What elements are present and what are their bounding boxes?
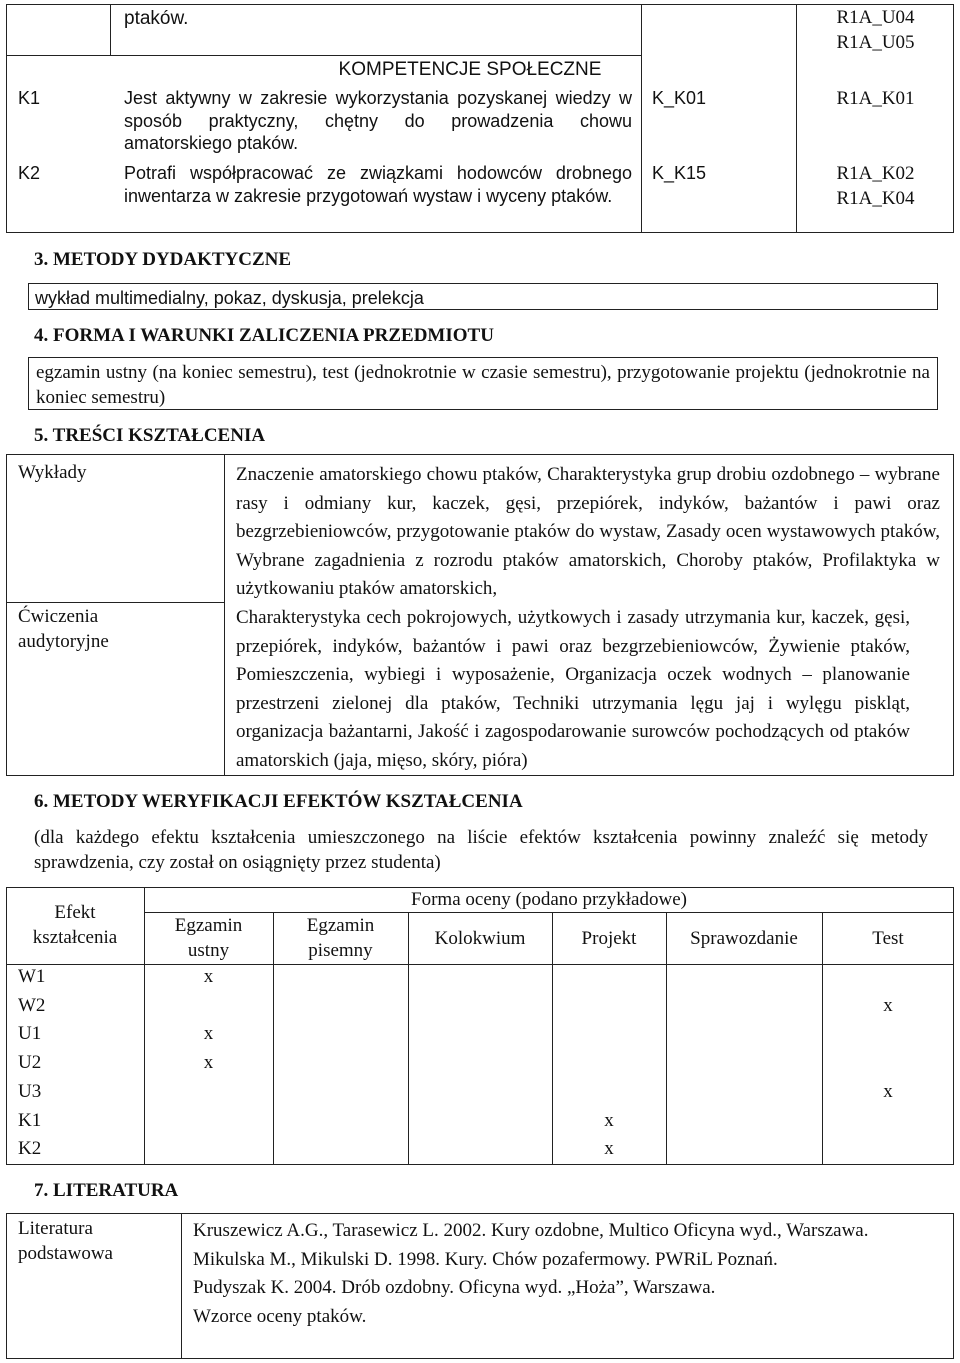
section-6-intro: (dla każdego efektu kształcenia umieszczonego na liście efektów kształcenia powinny znaleźć się metody sprawdzenia, czy został on osiągnięty przez studenta) [34,827,928,873]
label-cwiczenia: Ćwiczenia audytoryjne [18,606,109,652]
col-header-kolokwium: Kolokwium [434,928,526,949]
top-continuation-text: ptaków. [124,8,189,29]
section-3-title: 3. METODY DYDAKTYCZNE [34,249,292,270]
tresci-wyklady-text: Znaczenie amatorskiego chowu ptaków, Charakterystyka grup drobiu ozdobnego – wybrane rasy i odmiany kur, kaczek, gęsi, przepiórek, indyków, bażantów i pawi oraz bezgrzebieniowców, przygotowanie ptaków do wystaw, Zasady ocen wystawowych ptaków, Wybrane zagadnienia z rozrodu ptaków amatorskich, Choroby ptaków, Profilaktyka w użytkowaniu ptaków amatorskich, [236,464,940,600]
row-mark: x [203,1023,214,1045]
row-label: W2 [18,994,46,1016]
top-r1a-codes: R1A_U04 R1A_U05 [836,7,915,53]
row-mark: x [883,1080,893,1102]
section-6-title: 6. METODY WERYFIKACJI EFEKTÓW KSZTAŁCENIA [34,791,523,812]
kompetencje-row-kk: K_K01 [652,88,707,108]
kompetencje-row-kk: K_K15 [652,163,707,183]
kompetencje-row-code: K2 [18,163,41,183]
literatura-label: Literatura podstawowa [18,1218,113,1264]
row-mark: x [604,1138,614,1160]
row-mark: x [203,1052,214,1074]
row-mark: x [203,966,214,987]
section-7-title: 7. LITERATURA [34,1180,179,1201]
literatura-item: Wzorce oceny ptaków. [193,1305,367,1327]
literatura-item: Mikulska M., Mikulski D. 1998. Kury. Chów pozafermowy. PWRiL Poznań. [193,1248,778,1270]
row-label: K2 [18,1138,42,1160]
literatura-item: Kruszewicz A.G., Tarasewicz L. 2002. Kury ozdobne, Multico Oficyna wyd., Warszawa. [193,1220,869,1241]
kompetencje-header: KOMPETENCJE SPOŁECZNE [338,59,602,80]
group-header: Forma oceny (podano przykładowe) [411,889,687,910]
col-header-sprawozdanie: Sprawozdanie [690,928,798,949]
label-wyklady: Wykłady [18,462,87,483]
kompetencje-row-code: K1 [18,88,41,108]
row-label: K1 [18,1109,42,1131]
row-label: U1 [18,1023,42,1045]
kompetencje-row-r1a: R1A_K02 R1A_K04 [836,163,915,209]
col-header-projekt: Projekt [581,928,637,949]
row-mark: x [883,994,893,1016]
tresci-cwiczenia-text: Charakterystyka cech pokrojowych, użytkowych i zasady utrzymania kur, kaczek, gęsi, przepiórek, indyków, bażantów i pawi oraz bezgrzebieniowców, Żywienie ptaków, Pomieszczenia, wybiegi i wyposażenie, Organizacja oczek wodnych – planowanie przestrzeni zielonej dla ptaków, Techniki utrzymania lęgu jaj i wylęgu piskląt, organizacja bażantarni, Jakość i zagospodarowanie surowców pochodzących od ptaków amatorskich (jaja, mięso, skóry, pióra) [236,607,910,771]
kompetencje-row-r1a: R1A_K01 [836,88,915,109]
col-header-egzamin-pisemny: Egzamin pisemny [306,915,375,961]
section-3-text: wykład multimedialny, pokaz, dyskusja, prelekcja [35,288,424,308]
literatura-list [193,1217,941,1331]
kompetencje-row-text: Jest aktywny w zakresie wykorzystania pozyskanej wiedzy w sposób praktyczny, chętny do prowadzenia chowu amatorskiego ptaków. [124,88,632,153]
section-5-title: 5. TREŚCI KSZTAŁCENIA [34,425,266,446]
col-efekt-header: Efekt kształcenia [32,902,118,948]
row-mark: x [604,1109,614,1131]
literatura-item: Pudyszak K. 2004. Drób ozdobny. Oficyna wyd. „Hoża”, Warszawa. [193,1277,716,1299]
col-header-egzamin-ustny: Egzamin ustny [174,915,243,961]
kompetencje-row-text: Potrafi współpracować ze związkami hodowców drobnego inwentarza w zakresie przygotowań wystaw i wyceny ptaków. [124,163,632,206]
col-header-test: Test [872,928,904,949]
section-4-title: 4. FORMA I WARUNKI ZALICZENIA PRZEDMIOTU [34,325,494,346]
section-4-text: egzamin ustny (na koniec semestru), test (jednokrotnie w czasie semestru), przygotowanie projektu (jednokrotnie na koniec semestru) [36,362,930,408]
row-label: U2 [18,1052,42,1074]
row-label: W1 [18,966,46,987]
row-label: U3 [18,1080,42,1102]
